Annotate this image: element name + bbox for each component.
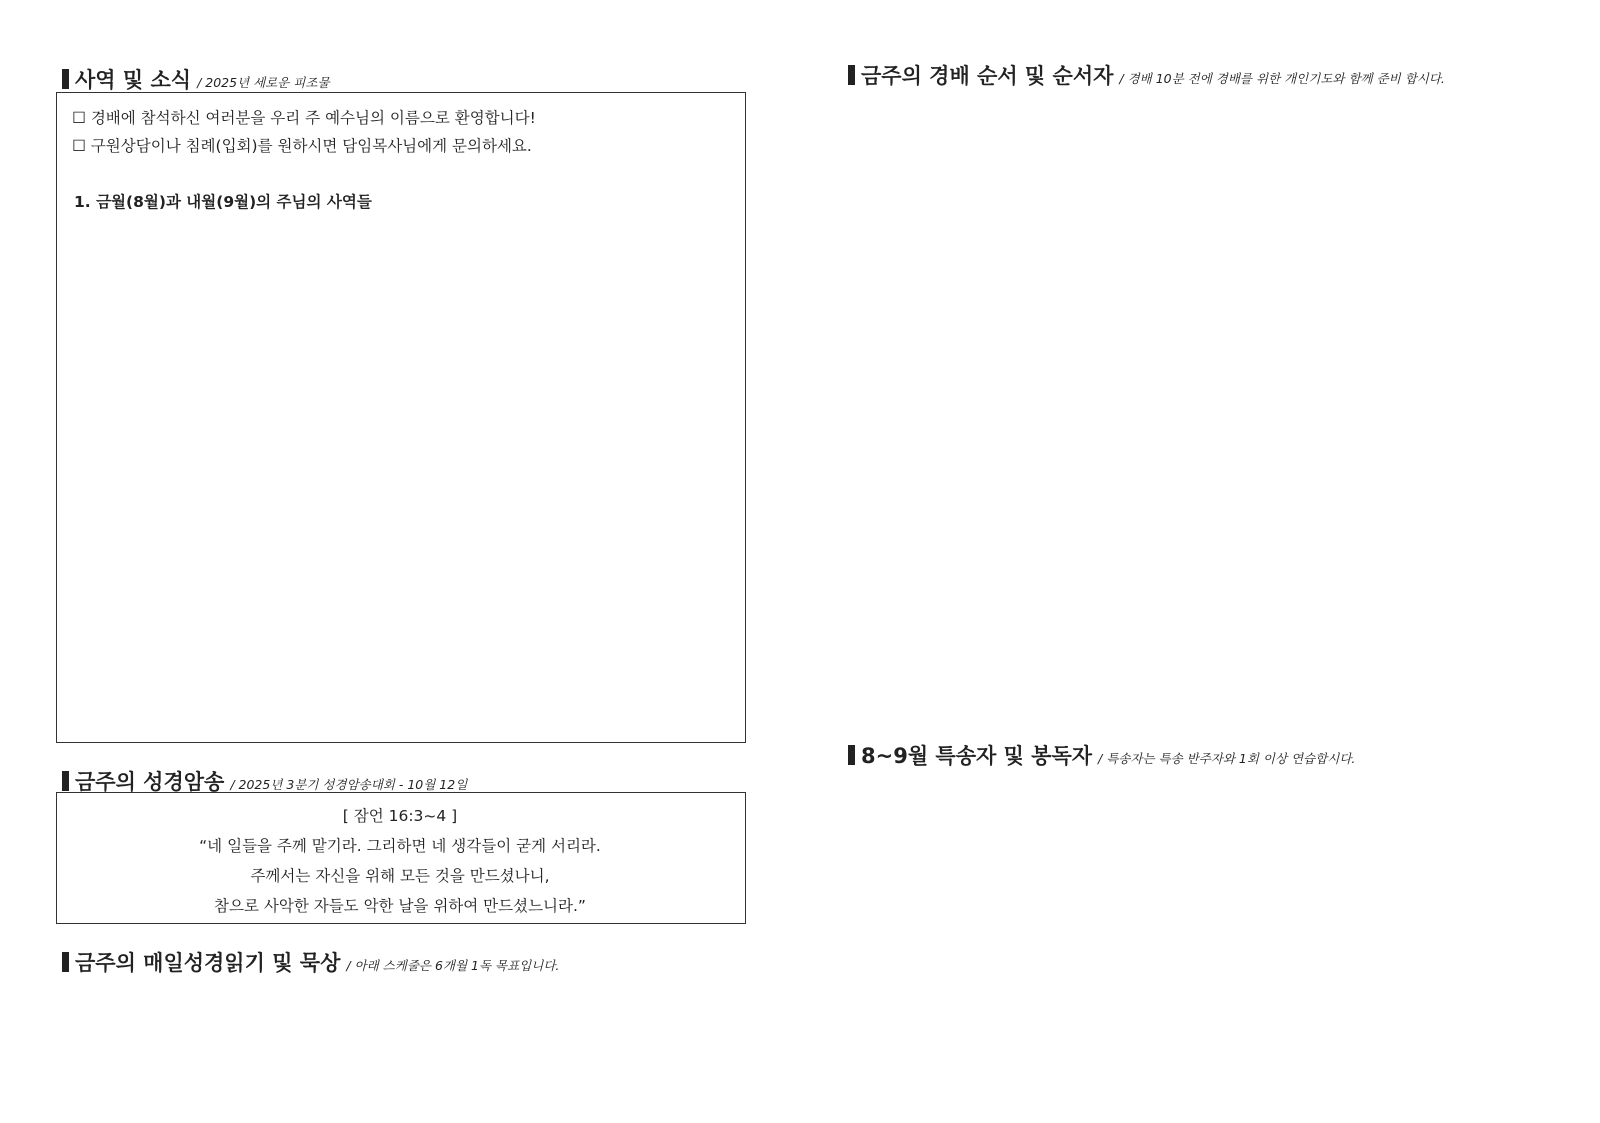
memory-title: 금주의 성경암송 / 2025년 3분기 성경암송대회 - 10월 12일 bbox=[62, 766, 467, 796]
section-heading: 1. 금월(8월)과 내월(9월)의 주님의 사역들 bbox=[74, 193, 372, 211]
reading-title: 금주의 매일성경읽기 및 묵상 / 아래 스케줄은 6개월 1독 목표입니다. bbox=[62, 947, 559, 977]
welcome-line: ☐ 경배에 참석하신 여러분을 우리 주 예수님의 이름으로 환영합니다! bbox=[72, 109, 536, 127]
title-bar-icon bbox=[848, 745, 855, 765]
title-bar-icon bbox=[62, 952, 69, 972]
memory-verse-line: 주께서는 자신을 위해 모든 것을 만드셨나니, bbox=[250, 867, 550, 885]
title-bar-icon bbox=[62, 771, 69, 791]
special-title: 8~9월 특송자 및 봉독자 / 특송자는 특송 반주자와 1회 이상 연습합시다. bbox=[848, 740, 1355, 770]
order-title: 금주의 경배 순서 및 순서자 / 경배 10분 전에 경배를 위한 개인기도와 함께 준비 합시다. bbox=[848, 60, 1445, 90]
memory-verse-line: “네 일들을 주께 맡기라. 그리하면 네 생각들이 굳게 서리라. bbox=[199, 837, 601, 855]
title-bar-icon bbox=[62, 69, 69, 89]
title-bar-icon bbox=[848, 65, 855, 85]
welcome-line: ☐ 구원상담이나 침례(입회)를 원하시면 담임목사님에게 문의하세요. bbox=[72, 137, 532, 155]
memory-verse-line: 참으로 사악한 자들도 악한 날을 위하여 만드셨느니라.” bbox=[214, 897, 586, 915]
memory-reference: [ 잠언 16:3~4 ] bbox=[342, 807, 458, 825]
news-title: 사역 및 소식 / 2025년 세로운 피조물 bbox=[62, 64, 330, 94]
